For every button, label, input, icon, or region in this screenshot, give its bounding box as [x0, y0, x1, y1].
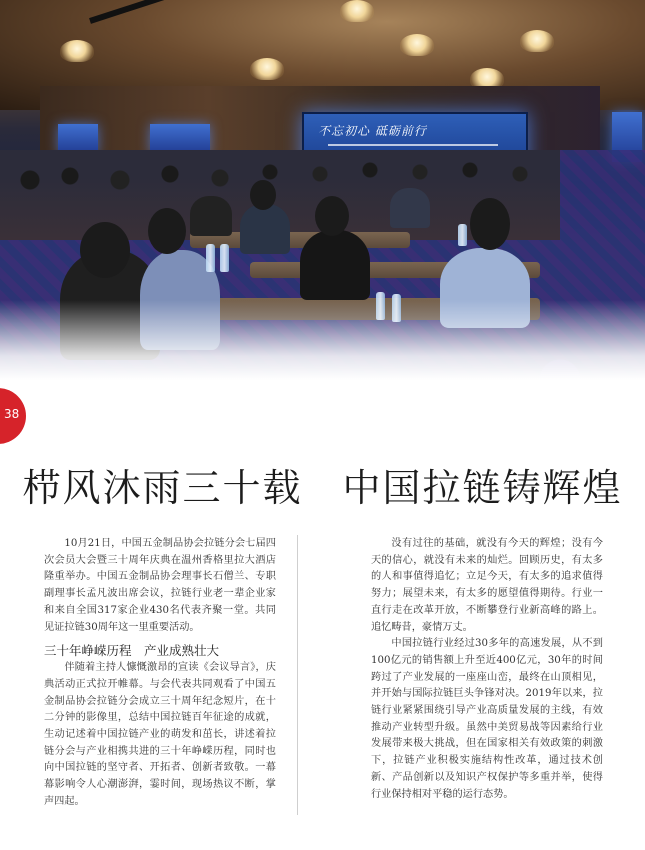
attendee [300, 230, 370, 300]
headline: 栉风沐雨三十载 中国拉链铸辉煌 [22, 466, 623, 511]
paragraph: 伴随着主持人慷慨激昂的宣读《会议导言》，庆典活动正式拉开帷幕。与会代表共同观看了中国五金制品协会拉链分会成立三十周年纪念短片，在十二分钟的影像里，总结中国拉链百年征途的成就，生动记述着中国拉链产业的萌发和茁长，讲述着拉链分会与产业相携共进的三十年峥嵘历程，同时也向中国拉链的坚守者、开拓者、创新者致敬。一幕幕影响令人心潮澎湃，霎时间，现场热议不断，掌声四起。 [44, 662, 276, 807]
paragraph: 10月21日，中国五金制品协会拉链分会七届四次会员大会暨三十周年庆典在温州香格里拉大酒店隆重举办。中国五金制品协会理事长石僧兰、专职副理事长孟凡波出席会议，拉链行业老一辈企业家和来自全国317家企业430名代表齐聚一堂。共同见证拉链30周年这一里重要活动。 [44, 538, 276, 633]
attendee [190, 196, 232, 236]
stage-screen-title: 不忘初心 砥砺前行 [318, 124, 427, 138]
right-column [371, 536, 603, 803]
paragraph: 中国拉链行业经过30多年的高速发展，从不到100亿元的销售额上升至近400亿元，30年的时间跨过了产业发展的一座座山峦，最终在山顶相见，并开始与国际拉链巨头争锋对决。2019年以来，拉链行业紧紧围绕引导产业高质量发展的主线，有效推动产业转型升级。虽然中美贸易战等因素给行业发展带来极大挑战，但在国家相关有效政策的刺激下，拉链产业积极实施结构性改革，通过技术创新、产品创新以及知识产权保护等多重并举，使得行业保持相对平稳的运行态势。 [371, 638, 603, 800]
chandelier [520, 30, 554, 52]
attendee [240, 204, 290, 254]
water-bottle [206, 244, 215, 272]
section-subhead: 三十年峥嵘历程 产业成熟壮大 [44, 643, 220, 659]
left-column [44, 536, 276, 811]
chandelier [340, 0, 374, 22]
page-number: 38 [4, 407, 20, 421]
chandelier [250, 58, 284, 80]
conference-photo [0, 0, 645, 380]
chandelier [400, 34, 434, 56]
paragraph: 没有过往的基础，就没有今天的辉煌；没有今天的信心，就没有未来的灿烂。回顾历史，有太多的人和事值得追忆；立足今天，有太多的追求值得努力；展望未来，有太多的愿望值得期待。行业一直行走在改革开放，不断攀登行业新高峰的路上。追忆畴昔，豪情万丈。 [371, 538, 603, 633]
photo-fade [0, 300, 645, 380]
page-number-tab [0, 388, 26, 444]
water-bottle [220, 244, 229, 272]
column-divider [297, 535, 298, 815]
chandelier [60, 40, 94, 62]
water-bottle [458, 224, 467, 246]
attendee [390, 188, 430, 228]
